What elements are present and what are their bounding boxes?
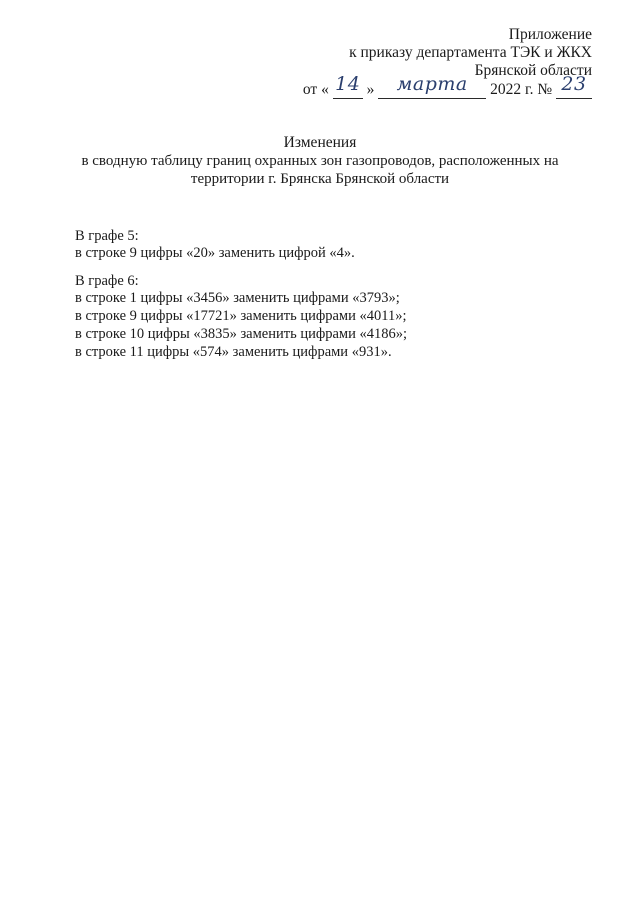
order-reference: к приказу департамента ТЭК и ЖКХ [349,44,592,61]
appendix-label: Приложение [508,26,592,43]
region-name: Брянской области [474,62,592,79]
day-field [333,73,363,99]
section6-heading: В графе 6: [75,273,139,289]
section5-heading: В графе 5: [75,228,139,244]
handwritten-number: 23 [561,73,587,95]
month-field [378,73,486,99]
date-prefix: от « [302,81,329,98]
handwritten-month: марта [396,73,468,95]
section6-item: в строке 1 цифры «3456» заменить цифрами «3793»; [75,290,400,306]
document-subtitle-line1: в сводную таблицу границ охранных зон газопроводов, расположенных на [81,153,559,169]
section5-item: в строке 9 цифры «20» заменить цифрой «4». [75,245,355,261]
year-and-number-label: 2022 г. № [490,81,553,98]
order-date-line [302,73,592,104]
section6-item: в строке 9 цифры «17721» заменить цифрами «4011»; [75,308,407,324]
document-heading: Изменения [283,134,357,151]
handwritten-day: 14 [335,73,361,95]
section6-item: в строке 10 цифры «3835» заменить цифрами «4186»; [75,326,408,342]
date-quote-close: » [366,81,375,98]
number-field [556,73,592,99]
document-subtitle-line2: территории г. Брянска Брянской области [190,171,450,187]
section6-item: в строке 11 цифры «574» заменить цифрами «931». [75,344,392,360]
